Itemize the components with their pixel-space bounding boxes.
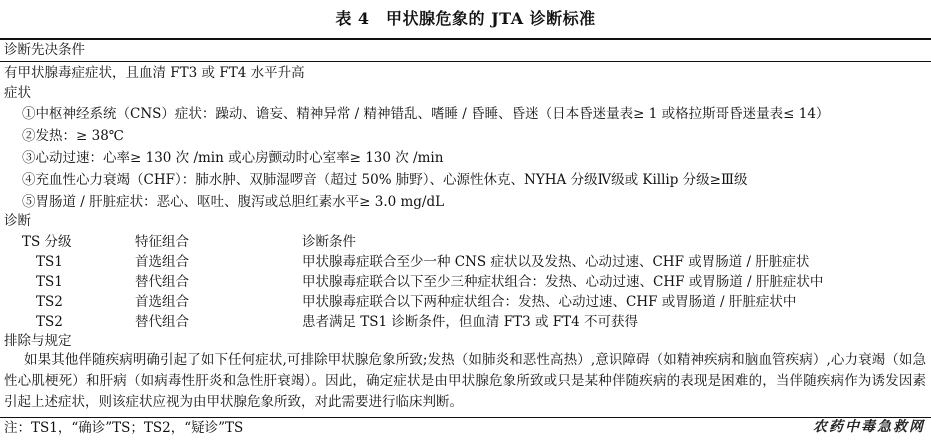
diagnosis-header-row	[0, 232, 931, 252]
bottom-rule	[0, 417, 931, 418]
table-row	[0, 252, 931, 272]
symptom-item-tachycardia: ③心动过速：心率≥ 130 次 /min 或心房颤动时心室率≥ 130 次 /min	[22, 150, 444, 166]
diagnosis-heading: 诊断	[4, 213, 31, 229]
table-row	[0, 272, 931, 292]
prerequisite-text: 有甲状腺毒症症状，且血清 FT3 或 FT4 水平升高	[4, 65, 305, 81]
header-rule	[0, 61, 931, 62]
row-combo: 首选组合	[135, 294, 189, 310]
row-grade: TS2	[36, 314, 63, 330]
column-header-condition: 诊断条件	[302, 234, 356, 250]
column-header-grade: TS 分级	[22, 234, 72, 250]
table-row	[0, 312, 931, 332]
table-footnote: 注：TS1，“确诊”TS；TS2，“疑诊”TS	[4, 420, 244, 436]
table-title: 表 4 甲状腺危象的 JTA 诊断标准	[335, 9, 596, 28]
prerequisite-heading: 诊断先决条件	[4, 42, 85, 58]
table-row	[0, 292, 931, 312]
row-combo: 替代组合	[135, 314, 189, 330]
row-combo: 首选组合	[135, 254, 189, 270]
row-condition: 甲状腺毒症联合以下至少三种症状组合：发热、心动过速、CHF 或胃肠道 / 肝脏症状中	[302, 274, 824, 290]
symptom-item-chf: ④充血性心力衰竭（CHF）：肺水肿、双肺湿啰音（超过 50% 肺野）、心源性休克、NYHA 分级Ⅳ级或 Killip 分级≥Ⅲ级	[22, 172, 748, 188]
row-grade: TS1	[36, 254, 63, 270]
row-combo: 替代组合	[135, 274, 189, 290]
row-grade: TS1	[36, 274, 63, 290]
symptom-item-fever: ②发热：≥ 38℃	[22, 128, 124, 144]
row-grade: TS2	[36, 294, 63, 310]
exclusion-heading: 排除与规定	[4, 333, 72, 349]
row-condition: 甲状腺毒症联合至少一种 CNS 症状以及发热、心动过速、CHF 或胃肠道 / 肝脏症状	[302, 254, 810, 270]
column-header-combo: 特征组合	[135, 234, 189, 250]
top-rule	[0, 38, 931, 40]
symptoms-heading: 症状	[4, 85, 31, 101]
row-condition: 甲状腺毒症联合以下两种症状组合：发热、心动过速、CHF 或胃肠道 / 肝脏症状中	[302, 294, 797, 310]
symptom-item-gi-liver: ⑤胃肠道 / 肝脏症状：恶心、呕吐、腹泻或总胆红素水平≥ 3.0 mg/dL	[22, 194, 445, 210]
row-condition: 患者满足 TS1 诊断条件，但血清 FT3 或 FT4 不可获得	[302, 314, 639, 330]
symptom-item-cns: ①中枢神经系统（CNS）症状：躁动、谵妄、精神异常 / 精神错乱、嗜睡 / 昏睡、昏迷（日本昏迷量表≥ 1 或格拉斯哥昏迷量表≤ 14）	[22, 106, 830, 122]
exclusion-paragraph: 如果其他伴随疾病明确引起了如下任何症状,可排除甲状腺危象所致;发热（如肺炎和恶性高热）,意识障碍（如精神疾病和脑血管疾病）,心力衰竭（如急性心肌梗死）和肝病（如病毒性肝炎和急性肝衰竭）。因此，确定症状是由甲状腺危象所致或只是某种伴随疾病的表现是困难的，当伴随疾病作为诱发因素引起上述症状，则该症状应视为由甲状腺危象所致，对此需要进行临床判断。	[4, 352, 926, 410]
watermark-text: 农药中毒急救网	[813, 419, 925, 435]
